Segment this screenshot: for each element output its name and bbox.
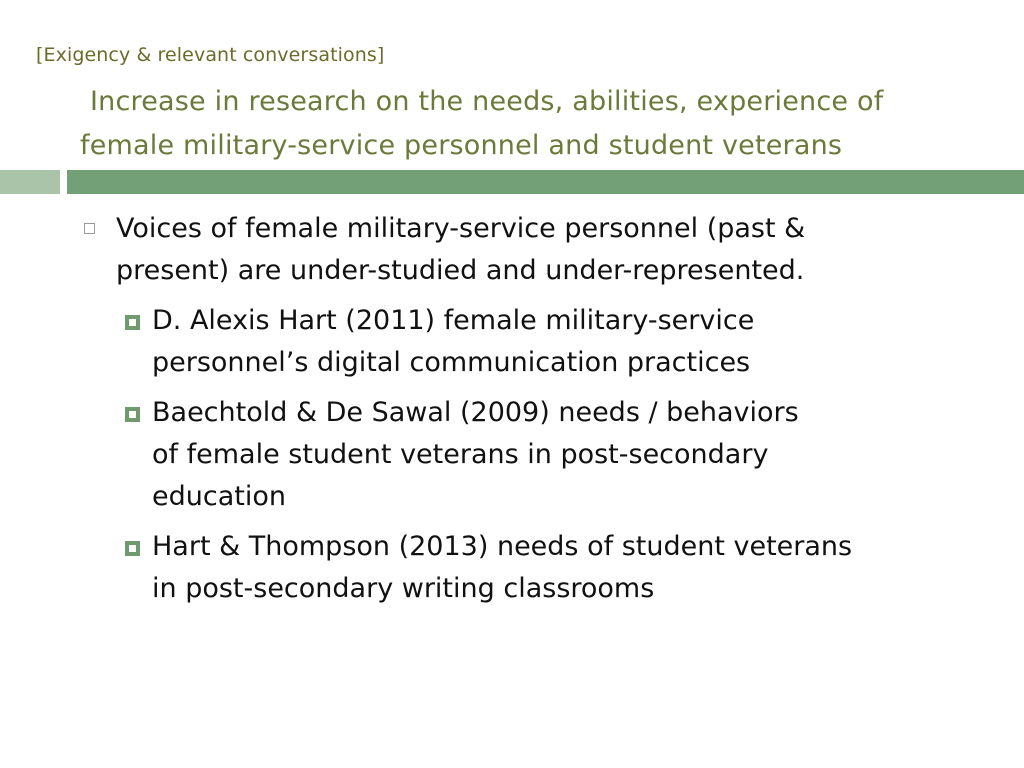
square-bullet-icon	[125, 407, 140, 422]
slide-title-line-2: female military-service personnel and student veterans	[80, 130, 843, 161]
slide-title-line-1: Increase in research on the needs, abilities, experience of	[90, 86, 884, 117]
slide-title	[80, 80, 980, 168]
sub-bullet-hart-thompson-2013	[80, 526, 980, 610]
sub-bullet-text	[152, 300, 980, 384]
bullet-line: Voices of female military-service personnel (past &	[116, 213, 806, 244]
sub-bullet-hart-2011	[80, 300, 980, 384]
bullet-text	[116, 208, 980, 292]
sub-bullet-line: Baechtold & De Sawal (2009) needs / behaviors	[152, 397, 799, 428]
bullet-level-1	[80, 208, 980, 292]
slide-content	[80, 208, 980, 610]
square-bullet-icon	[125, 315, 140, 330]
sub-bullet-line: D. Alexis Hart (2011) female military-service	[152, 305, 755, 336]
title-accent-bar	[67, 170, 1024, 194]
slide-kicker: [Exigency & relevant conversations]	[36, 44, 385, 66]
sub-bullet-line: Hart & Thompson (2013) needs of student veterans	[152, 531, 853, 562]
sub-bullet-text	[152, 526, 980, 610]
sub-bullet-line: education	[152, 481, 286, 512]
sub-bullet-text	[152, 392, 980, 518]
hollow-square-bullet-icon	[84, 223, 95, 234]
sub-bullet-line: in post-secondary writing classrooms	[152, 573, 655, 604]
sub-bullet-line: personnel’s digital communication practices	[152, 347, 751, 378]
sub-bullet-baechtold-2009	[80, 392, 980, 518]
square-bullet-icon	[125, 541, 140, 556]
bullet-line: present) are under-studied and under-represented.	[116, 255, 805, 286]
sub-bullet-line: of female student veterans in post-secondary	[152, 439, 769, 470]
title-accent-bar-left	[0, 170, 60, 194]
